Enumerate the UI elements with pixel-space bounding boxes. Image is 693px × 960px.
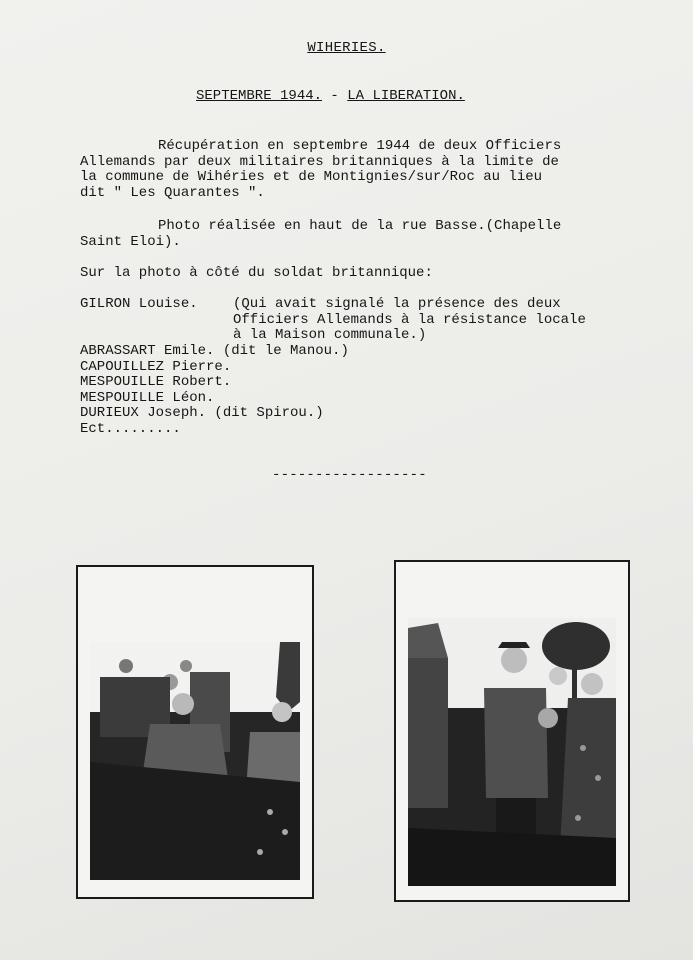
- date-label: SEPTEMBRE 1944.: [196, 88, 323, 104]
- page-title: WIHERIES.: [307, 40, 386, 56]
- list-item: Ect.........: [80, 420, 181, 437]
- people-list: [80, 344, 349, 437]
- gilron-name: GILRON Louise.: [80, 296, 198, 312]
- subtitle-separator: -: [322, 88, 348, 104]
- gilron-note: (Qui avait signalé la présence des deux Officiers Allemands à la résistance locale à la Maison communale.): [233, 296, 586, 343]
- paragraph-recovery: Récupération en septembre 1944 de deux Officiers Allemands par deux militaires britanniques à la limite de la commune de Wihéries et de Montignies/sur/Roc au lieu dit " Les Quarantes ".: [80, 138, 562, 201]
- list-item: DURIEUX Joseph. (dit Spirou.): [80, 405, 324, 421]
- list-item: CAPOUILLEZ Pierre.: [80, 358, 232, 375]
- list-item: MESPOUILLE Léon.: [80, 389, 215, 406]
- group-photo-left: [90, 642, 300, 880]
- section-divider: ------------------: [272, 467, 427, 483]
- paragraph-photo-location: Photo réalisée en haut de la rue Basse.(Chapelle Saint Eloi).: [80, 218, 562, 250]
- group-photo-right: [408, 618, 616, 886]
- event-label: LA LIBERATION.: [347, 88, 465, 104]
- photo-frame-left: [76, 565, 314, 899]
- paragraph-photo-intro: Sur la photo à côté du soldat britannique:: [80, 265, 433, 281]
- page-subtitle: [196, 88, 465, 104]
- photo-frame-right: [394, 560, 630, 902]
- list-item: MESPOUILLE Robert.: [80, 374, 232, 390]
- list-item: ABRASSART Emile. (dit le Manou.): [80, 343, 349, 359]
